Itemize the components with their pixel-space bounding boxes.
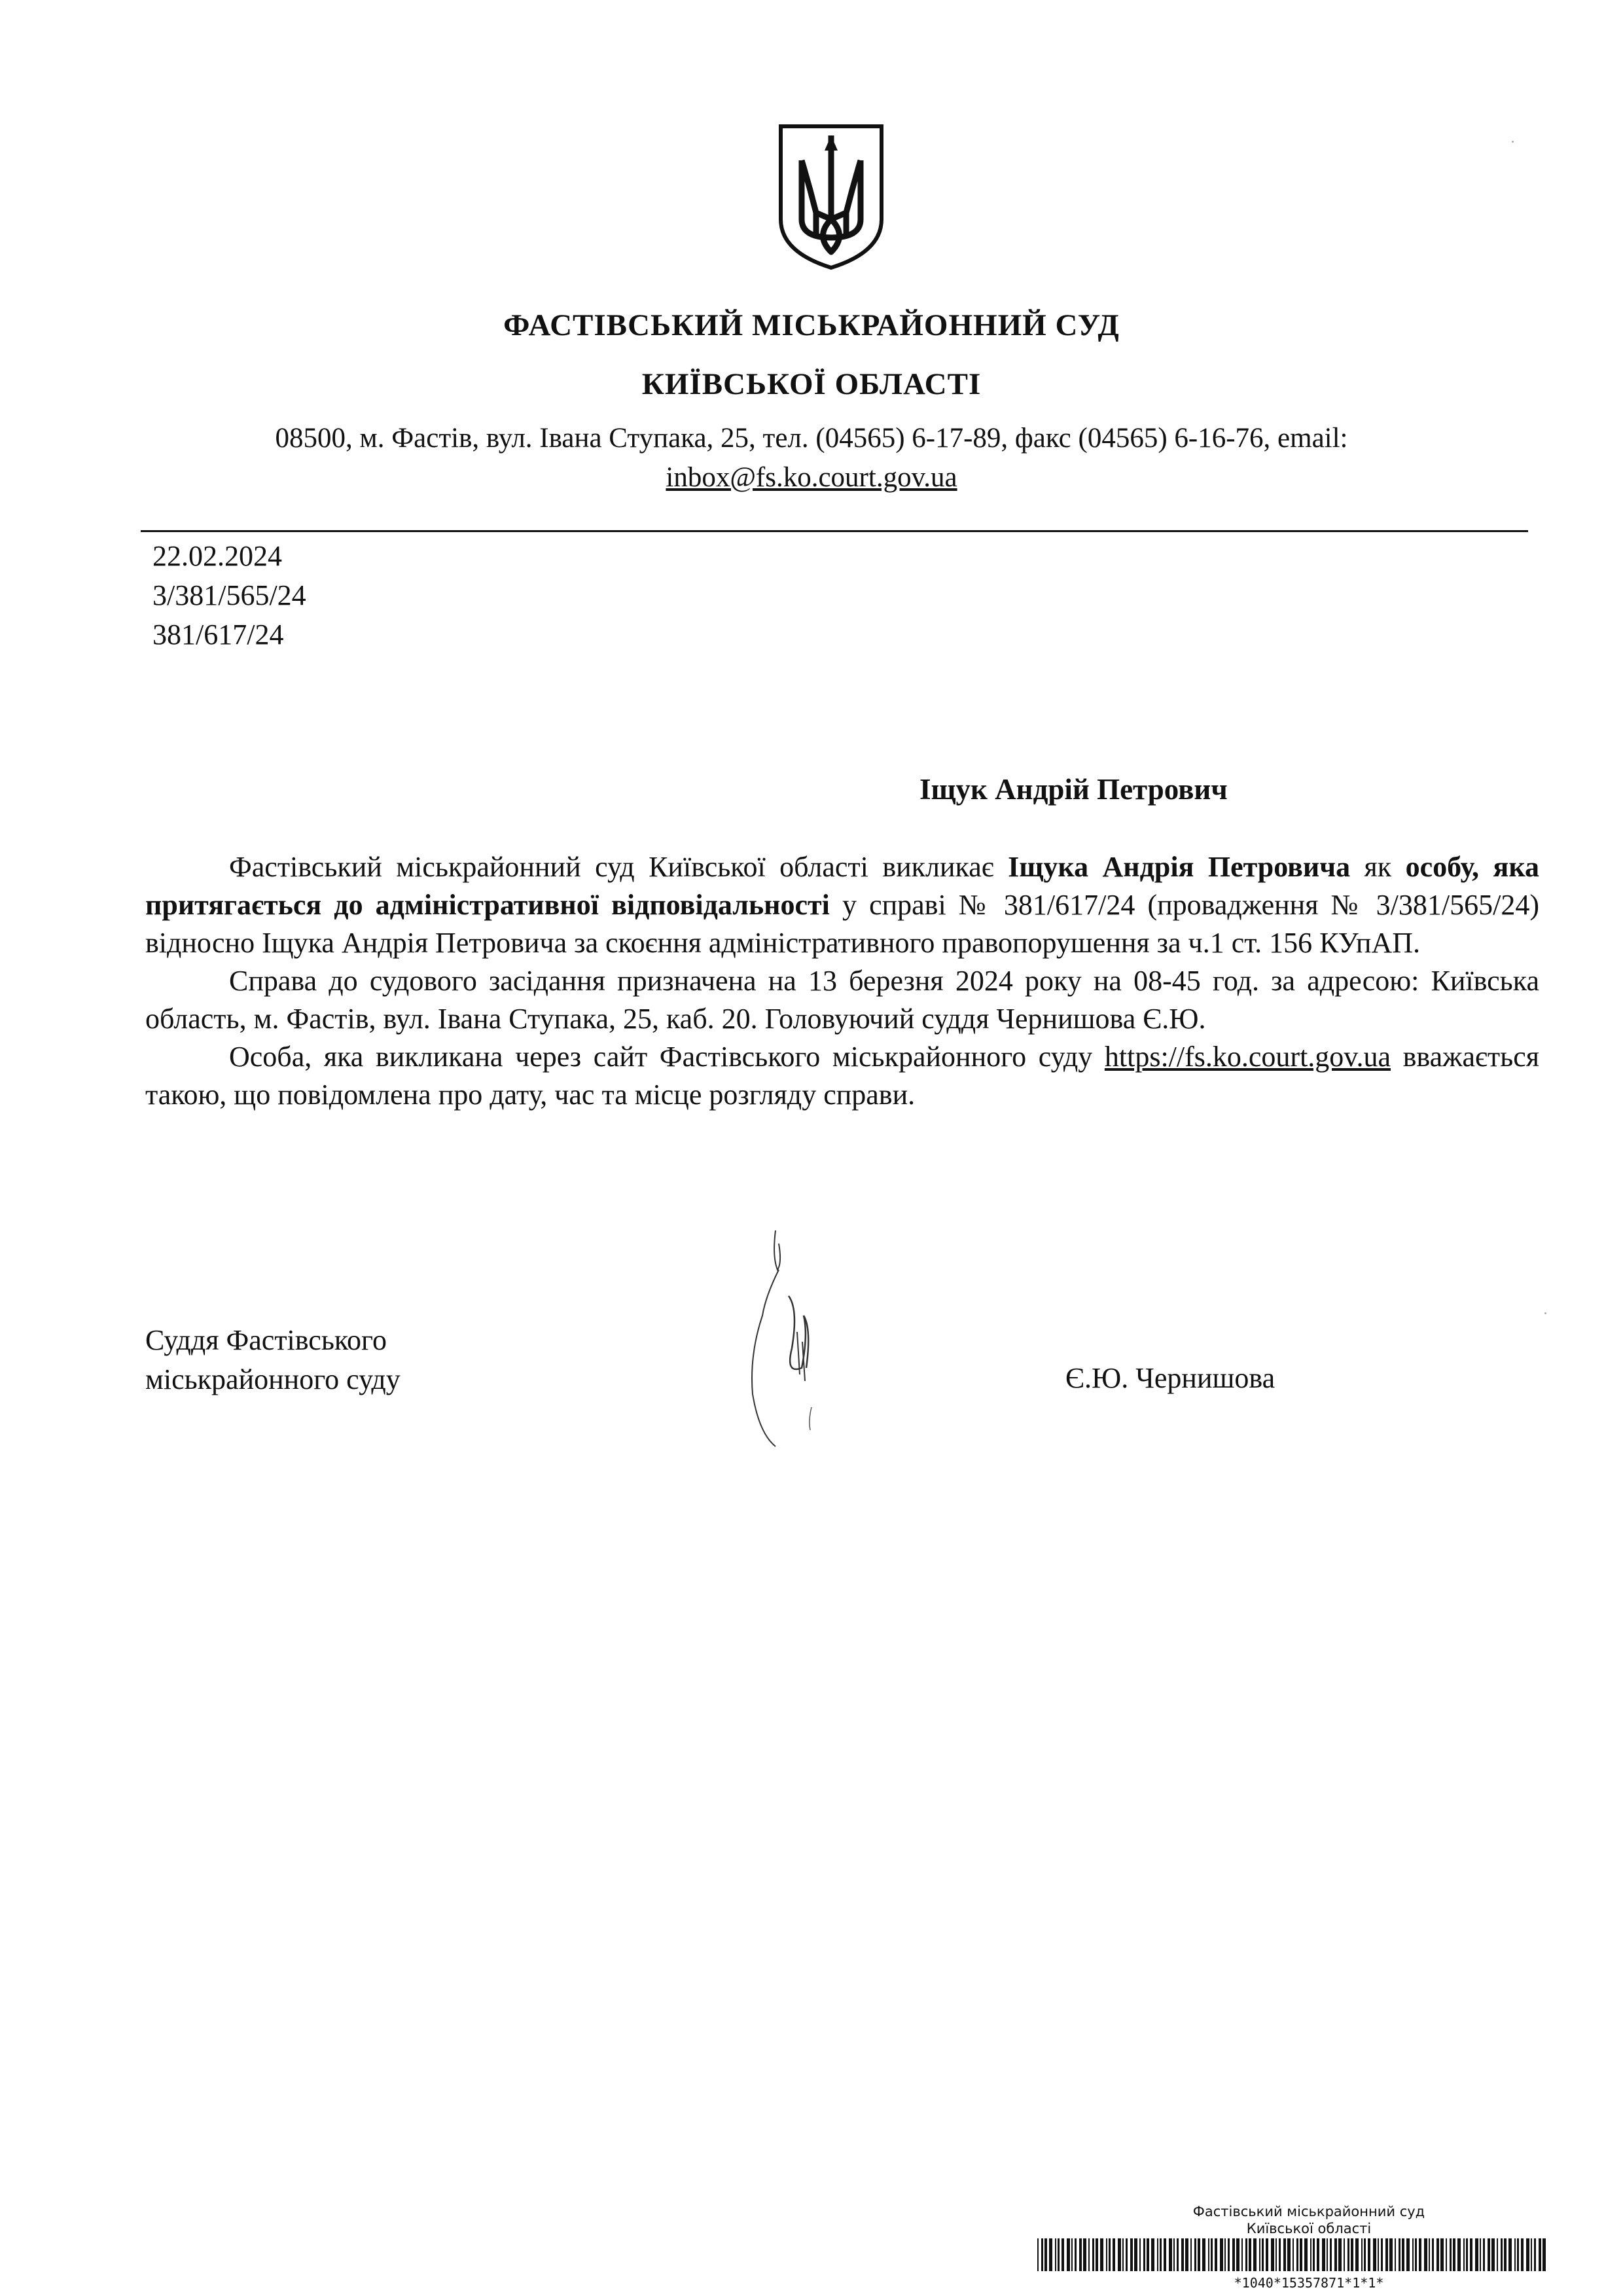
stamp-region: Київської області xyxy=(1246,2221,1372,2236)
case-number: 381/617/24 xyxy=(152,619,284,651)
barcode xyxy=(1037,2238,1548,2271)
coat-of-arms-icon xyxy=(776,121,887,272)
email-link[interactable]: inbox@fs.ko.court.gov.ua xyxy=(666,462,957,493)
reference-block xyxy=(152,537,306,655)
paragraph-3: Особа, яка викликана через сайт Фастівського міськрайонного суду https://fs.ko.court.gov.ua вважається такою, що повідомлена про дату, час та місце розгляду справи. xyxy=(145,1041,1539,1111)
paragraph-1: Фастівський міськрайонний суд Київської області викликає Іщука Андрія Петровича як особу, яка притягається до адміністративної відповідальності у справі № 381/617/24 (провадження № 3/381/565/24) відносно Іщука Андрія Петровича за скоєння адміністративного правопорушення за ч.1 ст. 156 КУпАП. xyxy=(145,851,1539,959)
judge-title: Суддя Фастівського міськрайонного суду xyxy=(145,1324,401,1395)
document-date: 22.02.2024 xyxy=(152,540,282,572)
court-email[interactable] xyxy=(0,458,1623,497)
recipient-name: Іщук Андрій Петрович xyxy=(919,773,1228,806)
handwritten-signature xyxy=(726,1217,844,1453)
summons-body xyxy=(145,848,1539,1114)
court-address: 08500, м. Фастів, вул. Івана Ступака, 25, тел. (04565) 6-17-89, факс (04565) 6-16-76, email: xyxy=(275,423,1348,454)
court-name-line2: КИЇВСЬКОЇ ОБЛАСТІ xyxy=(641,367,982,401)
court-website-link[interactable]: https://fs.ko.court.gov.ua xyxy=(1104,1041,1391,1073)
barcode-number: *1040*15357871*1*1* xyxy=(1234,2275,1384,2291)
paragraph-2: Справа до судового засідання призначена на 13 березня 2024 року на 08-45 год. за адресою: Київська область, м. Фастів, вул. Івана Ступака, 25, каб. 20. Головуючий суддя Чернишова Є.Ю. xyxy=(145,965,1539,1035)
scan-speck xyxy=(1544,1312,1546,1314)
scan-speck xyxy=(1512,141,1514,143)
header-divider xyxy=(141,530,1528,532)
court-name-line1: ФАСТІВСЬКИЙ МІСЬКРАЙОННИЙ СУД xyxy=(503,308,1120,342)
proceeding-number: 3/381/565/24 xyxy=(152,579,306,611)
judge-name: Є.Ю. Чернишова xyxy=(1065,1362,1275,1394)
stamp-court-name: Фастівський міськрайонний суд xyxy=(1192,2204,1425,2219)
